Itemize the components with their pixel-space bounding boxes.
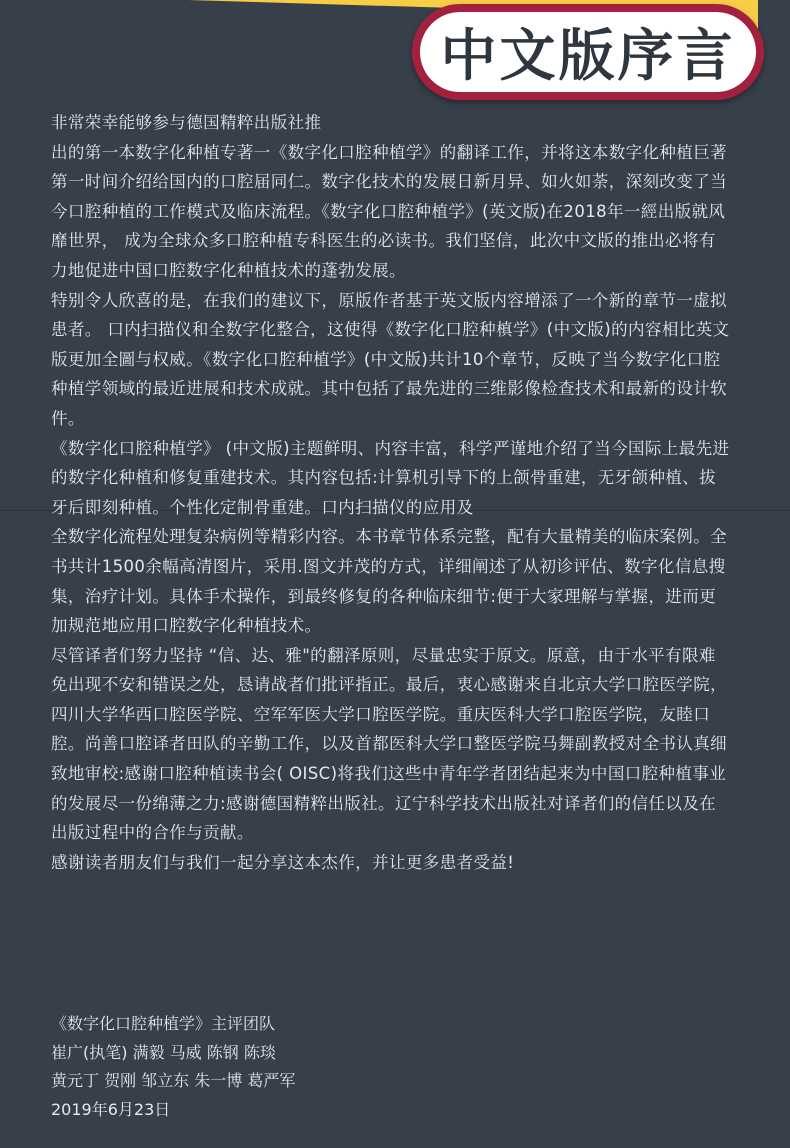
title-badge [412,4,764,100]
paragraph: 全数字化流程处理复杂病例等精彩内容。本书章节体系完整，配有大量精美的临床案例。全书共计1500余幅高清图片，采用.图文并茂的方式，详细阐述了从初诊评估、数字化信息搜集，治疗计划。具体手术操作，到最终修复的各种临床细节:便于大家理解与掌握，进而更加规范地应用口腔数字化种植技术。 [51,527,727,636]
credits-names-1: 崔广(执笔) 满毅 马威 陈钢 陈琰 [51,1042,276,1062]
paragraph: 《数字化口腔种植学》 (中文版)主题鲜明、内容丰富，科学严谨地介绍了当今国际上最先进的数字化种植和修复重建技术。其内容包括:计算机引导下的上颌骨重建，无牙颌种植、拔牙后即刻种植。个性化定制骨重建。口内扫描仪的应用及 [51,438,730,517]
credits-block [51,1010,731,1124]
page-title: 中文版序言 [440,24,736,89]
title-badge-inner [420,12,756,92]
credits-date: 2019年6月23日 [51,1099,171,1119]
preface-body [51,108,731,877]
credits-names-2: 黄元丁 贺刚 邹立东 朱一博 葛严军 [51,1071,296,1090]
credits-team: 《数字化口腔种植学》主评团队 [51,1014,276,1033]
paragraph: 感谢读者朋友们与我们一起分享这本杰作，并让更多患者受益! [51,852,515,872]
paragraph: 特别令人欣喜的是，在我们的建议下，原版作者基于英文版内容增添了一个新的章节一虚拟患者。 口内扫描仪和全数字化整合，这使得《数字化口腔种槙学》(中文版)的内容相比英文版更加全圖与权威。《数字化口腔种植学》(中文版)共计10个章节，反映了当今数字化口腔种植学领域的最近进展和技术成就。其中包括了最先进的三维影像检查技术和最新的设计软件。 [51,290,730,428]
paragraph: 尽管译者们努力坚持 “信、达、雅"的翻泽原则，尽量忠实于原文。原意，由于水平有限难免出现不安和错误之处，恳请战者们批评指正。最后，衷心感谢来自北京大学口腔医学院，四川大学华西口腔医学院、空军军医大学口腔医学院。重庆医科大学口腔医学院，友睦口腔。尚善口腔译者田队的辛勤工作，以及首都医科大学口整医学院马舞副教授对全书认真细致地审校:感谢口腔种植读书会( OISC)将我们这些中青年学者团结起来为中国口腔种植事业的发展尽一份绵薄之力:感谢德国精粹出版社。辽宁科学技术出版社对译者们的信任以及在出版过程中的合作与贡献。 [51,645,727,843]
paragraph: 非常荣幸能够参与德国精粹出版社推 [51,113,322,132]
paragraph: 出的第一本数字化种植专著一《数字化口腔种植学》的翻译工作，并将这本数字化种植巨著第一时间介绍给国内的口腔届同仁。数字化技术的发展日新月异、如火如荼，深刻改变了当今口腔种植的工作模式及临床流程。《数字化口腔种植学》(英文版)在2018年一經出版就风靡世界， 成为全球众多口腔种植专科医生的必读书。我们坚信，此次中文版的推出必将有力地促进中国口腔数字化种植技术的蓬勃发展。 [51,142,727,280]
